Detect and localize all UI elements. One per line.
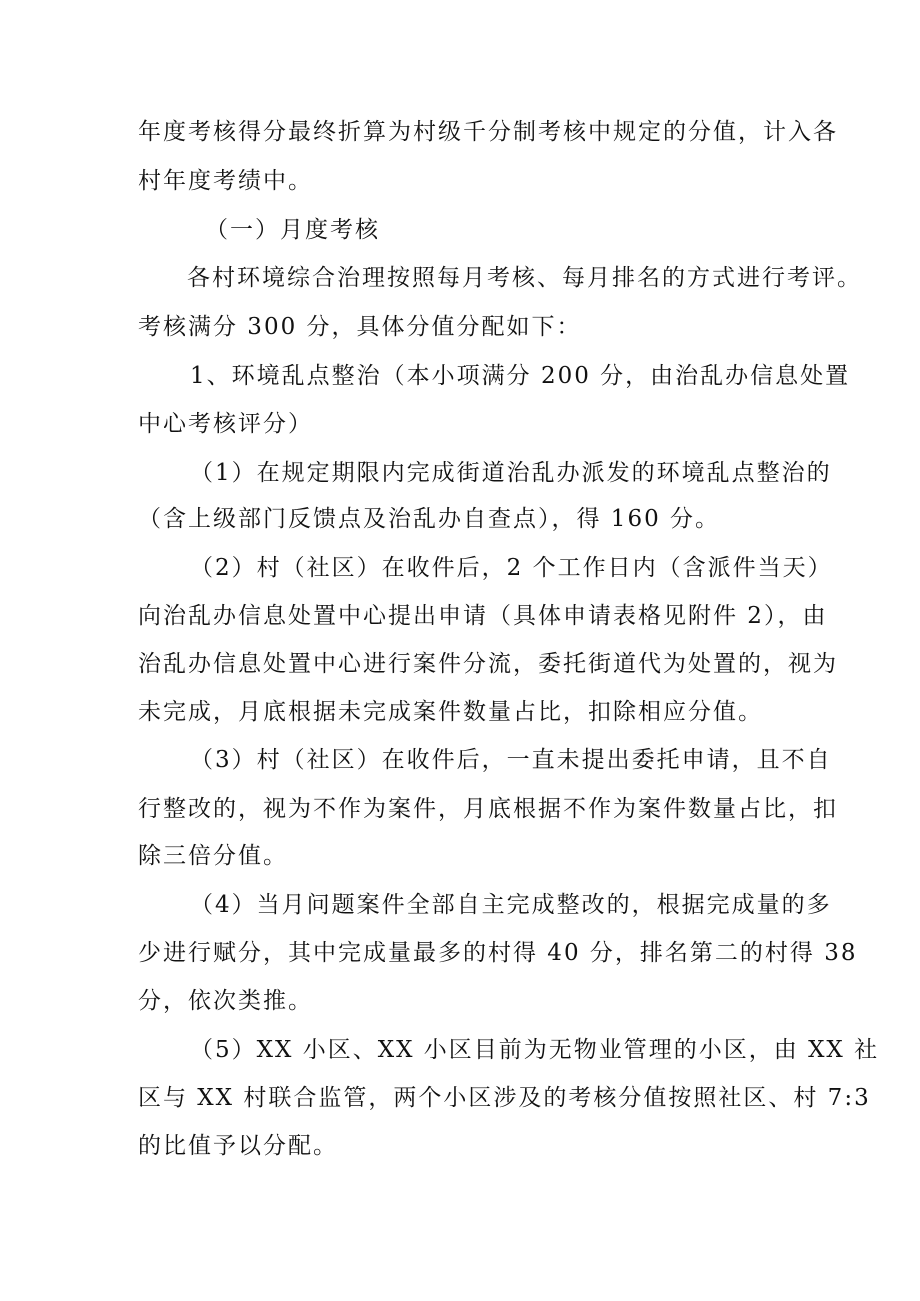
paragraph-line: 各村环境综合治理按照每月考核、每月排名的方式进行考评。 xyxy=(187,265,862,291)
paragraph-line: （1）在规定期限内完成街道治乱办派发的环境乱点整治的 xyxy=(190,460,832,486)
section-heading: （一）月度考核 xyxy=(205,217,380,243)
paragraph-line: 分，依次类推。 xyxy=(138,988,313,1014)
paragraph-line: 治乱办信息处置中心进行案件分流，委托街道代为处置的，视为 xyxy=(138,651,838,677)
paragraph-line: 的比值予以分配。 xyxy=(138,1133,338,1159)
paragraph-line: （5）XX 小区、XX 小区目前为无物业管理的小区，由 XX 社 xyxy=(190,1037,880,1063)
paragraph-line: 少进行赋分，其中完成量最多的村得 40 分，排名第二的村得 38 xyxy=(138,940,858,966)
paragraph-line: （3）村（社区）在收件后，一直未提出委托申请，且不自 xyxy=(190,747,832,773)
paragraph-line: 考核满分 300 分，具体分值分配如下： xyxy=(138,314,582,340)
paragraph-line: 村年度考绩中。 xyxy=(138,168,313,194)
paragraph-line: 1、环境乱点整治（本小项满分 200 分，由治乱办信息处置 xyxy=(190,363,851,389)
paragraph-line: 向治乱办信息处置中心提出申请（具体申请表格见附件 2），由 xyxy=(138,603,828,629)
paragraph-line: （2）村（社区）在收件后，2 个工作日内（含派件当天） xyxy=(190,555,833,581)
paragraph-line: （4）当月问题案件全部自主完成整改的，根据完成量的多 xyxy=(190,892,832,918)
paragraph-line: 区与 XX 村联合监管，两个小区涉及的考核分值按照社区、村 7:3 xyxy=(138,1085,871,1111)
paragraph-line: 未完成，月底根据未完成案件数量占比，扣除相应分值。 xyxy=(138,699,763,725)
paragraph-line: 行整改的，视为不作为案件，月底根据不作为案件数量占比，扣 xyxy=(138,796,838,822)
paragraph-line: 除三倍分值。 xyxy=(138,843,288,869)
paragraph-line: 中心考核评分） xyxy=(138,411,313,437)
paragraph-line: 年度考核得分最终折算为村级千分制考核中规定的分值，计入各 xyxy=(138,119,838,145)
paragraph-line: （含上级部门反馈点及治乱办自查点），得 160 分。 xyxy=(138,506,721,532)
